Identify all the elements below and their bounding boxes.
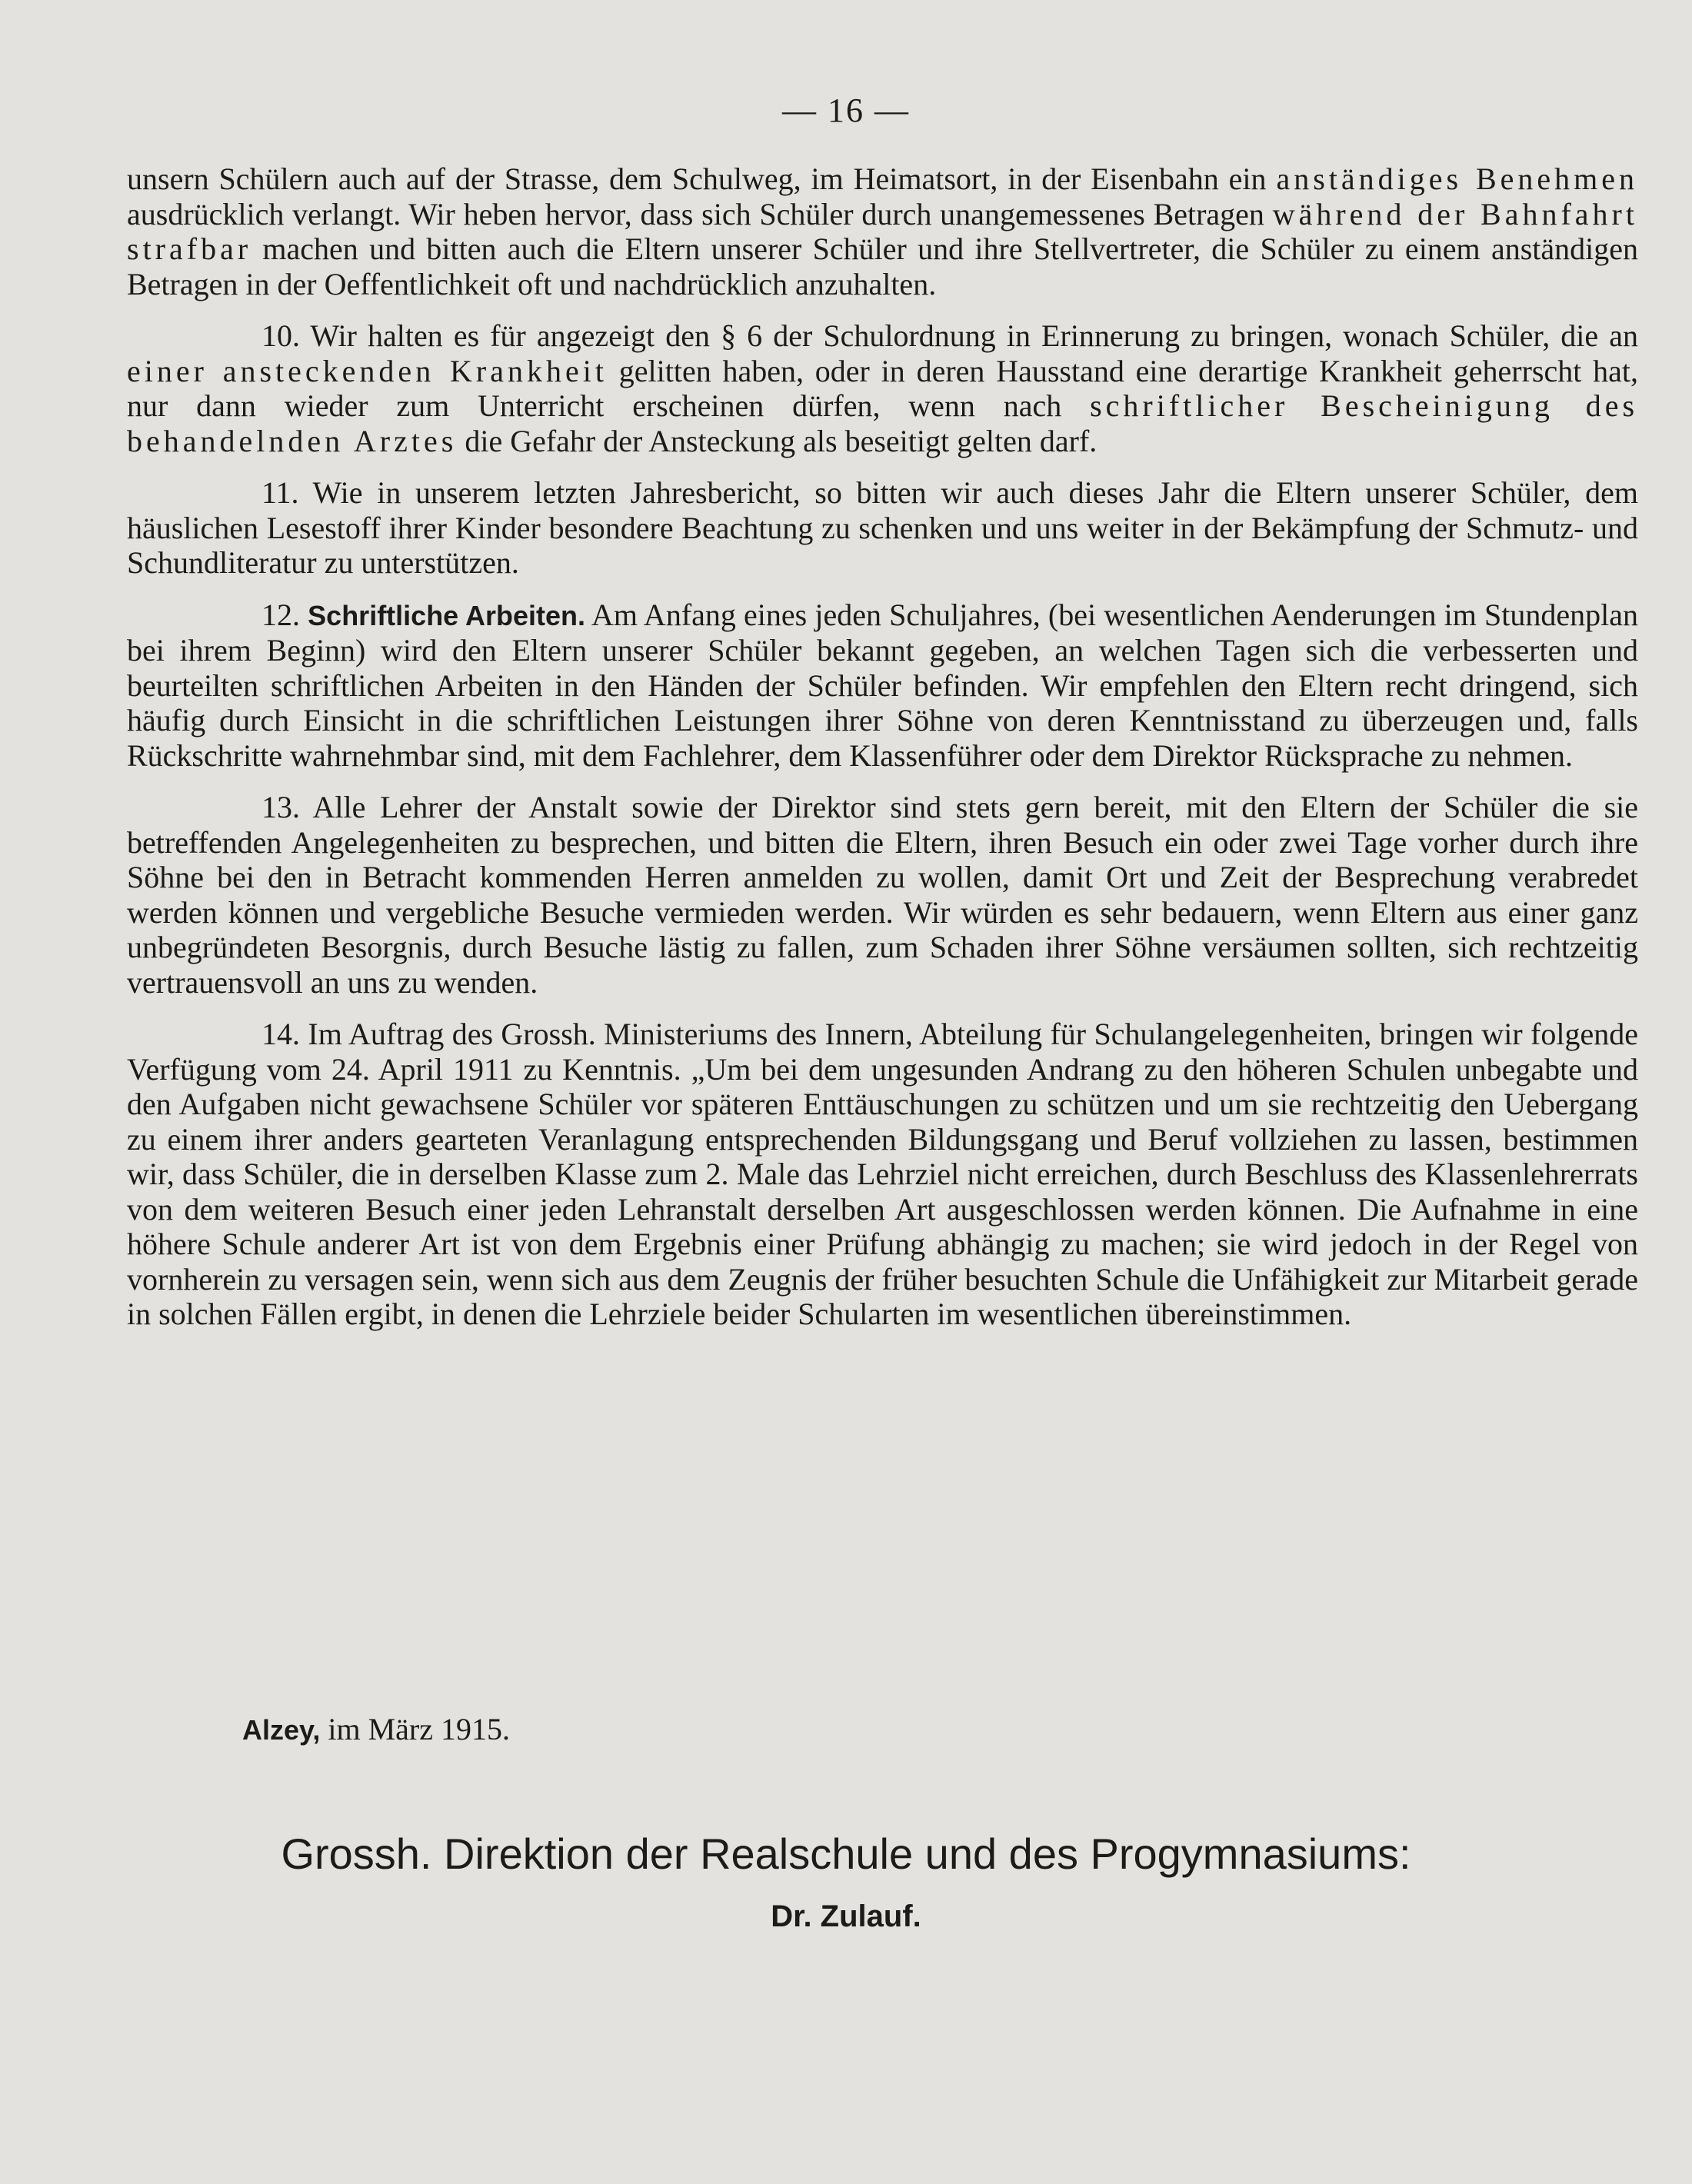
paragraph-text: 10. Wir halten es für angezeigt den § 6 der Schulordnung in Erinnerung zu bringen, wonach Schüler, die an [261,318,1638,353]
emphasis-spaced: einer ansteckenden Krankheit [127,353,608,388]
signature-title: Grossh. Direktion der Realschule und des Progymnasiums: [281,1829,1411,1878]
body-text [127,161,1638,1349]
signature-name: Dr. Zulauf. [771,1899,921,1933]
section-heading: Schriftliche Arbeiten. [308,599,586,631]
emphasis-spaced: während der Bahnfahrt strafbar [127,196,1638,266]
paragraph-number: 12. [261,597,300,632]
emphasis-spaced: schriftlicher Bescheinigung des behandelnden Arztes [127,388,1639,458]
paragraph-9 [127,161,1638,301]
paragraph-intro: unsern Schülern auch auf der Strasse, dem Schulweg, im Heimatsort, in der Eisenbahn ein [127,161,1267,196]
paragraph-text: Am Anfang eines jeden Schuljahres, (bei wesentlichen Aenderungen im Stundenplan bei ihrem Beginn) wird den Eltern unserer Schüler bekannt gegeben, an welchen Tagen sich die verbesserten und beurteilten schriftlichen Arbeiten in den Händen der Schüler befinden. Wir empfehlen den Eltern recht dringend, sich häufig durch Einsicht in die schriftlichen Leistungen ihrer Söhne von deren Kenntnisstand zu überzeugen und, falls Rückschritte wahrnehmbar sind, mit dem Fachlehrer, dem Klassenführer oder dem Direktor Rücksprache zu nehmen. [127,597,1638,773]
paragraph-10 [127,318,1638,458]
paragraph-12 [127,598,1638,774]
paragraph-13: 13. Alle Lehrer der Anstalt sowie der Direktor sind stets gern bereit, mit den Eltern der Schüler die sie betreffenden Angelegenheiten zu besprechen, und bitten die Eltern, ihren Besuch ein oder zwei Tage vorher durch ihre Söhne bei den in Betracht kommenden Herren anmelden zu wollen, damit Ort und Zeit der Besprechung verabredet werden können und vergebliche Besuche vermieden werden. Wir würden es sehr bedauern, wenn Eltern aus einer ganz unbegründeten Besorgnis, durch Besuche lästig zu fallen, zum Schaden ihrer Söhne versäumen sollten, sich rechtzeitig vertrauensvoll an uns zu wenden. [127,790,1638,1000]
paragraph-14: 14. Im Auftrag des Grossh. Ministeriums des Innern, Abteilung für Schulangelegenheiten, bringen wir folgende Verfügung vom 24. April 1911 zu Kenntnis. „Um bei dem ungesunden Andrang zu den höheren Schulen unbegabte und den Aufgaben nicht gewachsene Schüler vor späteren Enttäuschungen zu schützen und um sie rechtzeitig den Uebergang zu einem ihrer anders gearteten Veranlagung entsprechenden Bildungsgang und Beruf vollziehen zu lassen, bestimmen wir, dass Schüler, die in derselben Klasse zum 2. Male das Lehrziel nicht erreichen, durch Beschluss des Klassenlehrerrats von dem weiteren Besuch einer jeden Lehranstalt derselben Art ausgeschlossen werden können. Die Aufnahme in eine höhere Schule anderer Art ist von dem Ergebnis einer Prüfung abhängig zu machen; sie wird jedoch in der Regel von vornherein zu versagen sein, wenn sich aus dem Zeugnis der früher besuchten Schule die Unfähigkeit zur Mitarbeit gerade in solchen Fällen ergibt, in denen die Lehrziele beider Schularten im wesentlichen übereinstimmen. [127,1017,1638,1331]
date-text: im März 1915. [320,1712,510,1746]
paragraph-text: die Gefahr der Ansteckung als beseitigt gelten darf. [457,423,1097,458]
page-number: — 16 — [782,92,910,129]
paragraph-text: ausdrücklich verlangt. Wir heben hervor, dass sich Schüler durch unangemessenes Betragen [127,196,1273,231]
paragraph-11: 11. Wie in unserem letzten Jahresbericht, so bitten wir auch dieses Jahr die Eltern unserer Schüler, dem häuslichen Lesestoff ihrer Kinder besondere Beachtung zu schenken und uns weiter in der Bekämpfung der Schmutz- und Schundliteratur zu unterstützen. [127,475,1638,580]
place-name: Alzey, [242,1714,321,1746]
paragraph-text: gelitten haben, oder in deren Hausstand eine derartige Krankheit geherrscht hat, nur dann wieder zum Unterricht erscheinen dürfen, wenn nach [127,353,1638,423]
paragraph-text: machen und bitten auch die Eltern unserer Schüler und ihre Stellvertreter, die Schüler zu einem anständigen Betragen in der Oeffentlichkeit oft und nachdrücklich anzuhalten. [127,231,1638,301]
place-date [242,1711,510,1747]
emphasis-spaced: anständiges Benehmen [1276,161,1638,196]
